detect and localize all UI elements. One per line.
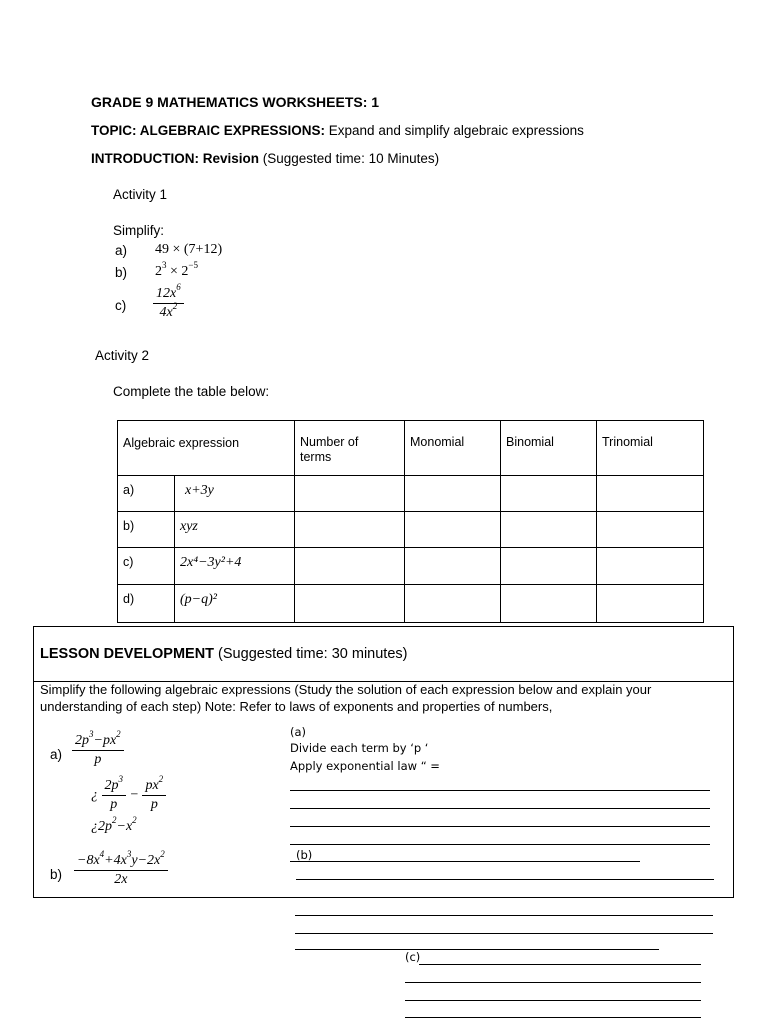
answer-cell-trinomial[interactable] — [597, 476, 704, 512]
lesson-heading — [40, 646, 407, 662]
example-a-step2: ¿$2p^2-x^2$ — [91, 815, 137, 834]
answer-cell-monomial[interactable] — [405, 548, 501, 585]
intro-text: (Suggested time: 10 Minutes) — [259, 151, 440, 166]
row-expression: x+3y — [175, 476, 295, 512]
power-base: 2 — [155, 264, 162, 279]
row-expression: 2x⁴−3y²+4 — [175, 548, 295, 585]
row-label: a) — [118, 476, 175, 512]
example-b-fraction: $\frac{-8x^4+4x^3y-2x^2}{2x}$ — [74, 853, 168, 888]
answer-line[interactable] — [290, 844, 710, 845]
denominator-exponent: 2 — [172, 301, 178, 311]
lesson-development-box — [33, 626, 734, 898]
answer-cell-trinomial[interactable] — [597, 548, 704, 585]
table-row — [118, 476, 704, 512]
row-label: d) — [118, 585, 175, 623]
answer-line[interactable] — [290, 790, 710, 791]
answer-cell-binomial[interactable] — [501, 548, 597, 585]
answer-cell-monomial[interactable] — [405, 476, 501, 512]
table-row — [118, 512, 704, 548]
note-b-label: (b) — [296, 848, 313, 862]
col-header-number-of-terms: Number of terms — [295, 421, 405, 476]
table-row — [118, 548, 704, 585]
col-header-trinomial: Trinomial — [597, 421, 704, 476]
row-label: c) — [118, 548, 175, 585]
col-header-expression: Algebraic expression — [118, 421, 295, 476]
activity2-instruction: Complete the table below: — [113, 384, 270, 399]
power-times: × 2 — [166, 264, 189, 279]
activity1-item-b-label: b) — [115, 265, 128, 280]
answer-cell-terms[interactable] — [295, 548, 405, 585]
col-header-monomial: Monomial — [405, 421, 501, 476]
activity1-item-c-fraction — [153, 282, 184, 321]
activity1-instruction: Simplify: — [113, 223, 165, 238]
answer-line[interactable] — [290, 808, 710, 809]
topic-line — [91, 123, 584, 138]
activity1-title: Activity 1 — [113, 187, 168, 202]
answer-cell-monomial[interactable] — [405, 585, 501, 623]
answer-line[interactable] — [405, 1000, 701, 1001]
worksheet-title: GRADE 9 MATHEMATICS WORKSHEETS: 1 — [91, 94, 380, 110]
topic-label: TOPIC: ALGEBRAIC EXPRESSIONS: — [91, 123, 326, 138]
answer-cell-binomial[interactable] — [501, 512, 597, 548]
intro-line — [91, 151, 439, 166]
answer-line[interactable] — [405, 982, 701, 983]
answer-cell-monomial[interactable] — [405, 512, 501, 548]
answer-cell-terms[interactable] — [295, 476, 405, 512]
answer-cell-binomial[interactable] — [501, 585, 597, 623]
row-label: b) — [118, 512, 175, 548]
fraction-denominator: 4x — [159, 305, 173, 320]
fraction-numerator: 12x — [156, 286, 177, 301]
power-exp-1: 3 — [162, 260, 167, 270]
answer-line[interactable] — [295, 915, 713, 916]
topic-text: Expand and simplify algebraic expressions — [325, 123, 584, 138]
activity1-item-b-expr — [155, 260, 198, 280]
answer-line[interactable] — [290, 826, 710, 827]
lesson-instruction-line2: understanding of each step) Note: Refer to laws of exponents and properties of numbers, — [40, 699, 553, 714]
note-a-line1: Divide each term by ‘p ‘ — [290, 741, 429, 755]
example-a-step1: ¿ $\frac{2p^3}{p}$ − $\frac{px^2}{p}$ — [91, 778, 166, 813]
expression-table — [117, 420, 704, 623]
answer-line[interactable] — [295, 933, 713, 934]
numerator-exponent: 6 — [176, 282, 181, 292]
table-row — [118, 585, 704, 623]
lesson-heading-bold: LESSON DEVELOPMENT — [40, 646, 215, 662]
activity1-item-a-label: a) — [115, 243, 128, 258]
note-c-label: (c) — [405, 950, 421, 964]
row-expression: xyz — [175, 512, 295, 548]
glyph-inverted-question: ¿ — [91, 787, 98, 803]
note-a-line2: Apply exponential law “ = — [290, 759, 440, 773]
power-exp-2: −5 — [188, 260, 198, 270]
answer-cell-binomial[interactable] — [501, 476, 597, 512]
answer-cell-terms[interactable] — [295, 585, 405, 623]
intro-label: INTRODUCTION: Revision — [91, 151, 260, 166]
answer-line[interactable] — [295, 949, 659, 950]
activity1-item-c-label: c) — [115, 298, 127, 313]
answer-line[interactable] — [405, 1017, 701, 1018]
answer-cell-trinomial[interactable] — [597, 585, 704, 623]
answer-cell-trinomial[interactable] — [597, 512, 704, 548]
activity1-item-a-expr: 49 × (7+12) — [155, 242, 223, 257]
row-expression: (p−q)² — [175, 585, 295, 623]
note-a-label: (a) — [290, 725, 307, 739]
answer-line[interactable] — [296, 879, 714, 880]
answer-line[interactable] — [290, 861, 640, 862]
example-b-label: b) — [50, 867, 63, 882]
example-a-label: a) — [50, 747, 63, 762]
lesson-heading-rest: (Suggested time: 30 minutes) — [214, 646, 408, 662]
col-header-binomial: Binomial — [501, 421, 597, 476]
example-a-fraction: $\frac{2p^3-px^2}{p}$ — [72, 733, 124, 768]
answer-line[interactable] — [419, 964, 701, 965]
answer-cell-terms[interactable] — [295, 512, 405, 548]
activity2-title: Activity 2 — [95, 348, 150, 363]
lesson-instruction-line1: Simplify the following algebraic expressions (Study the solution of each expression below and explain your — [40, 682, 652, 697]
